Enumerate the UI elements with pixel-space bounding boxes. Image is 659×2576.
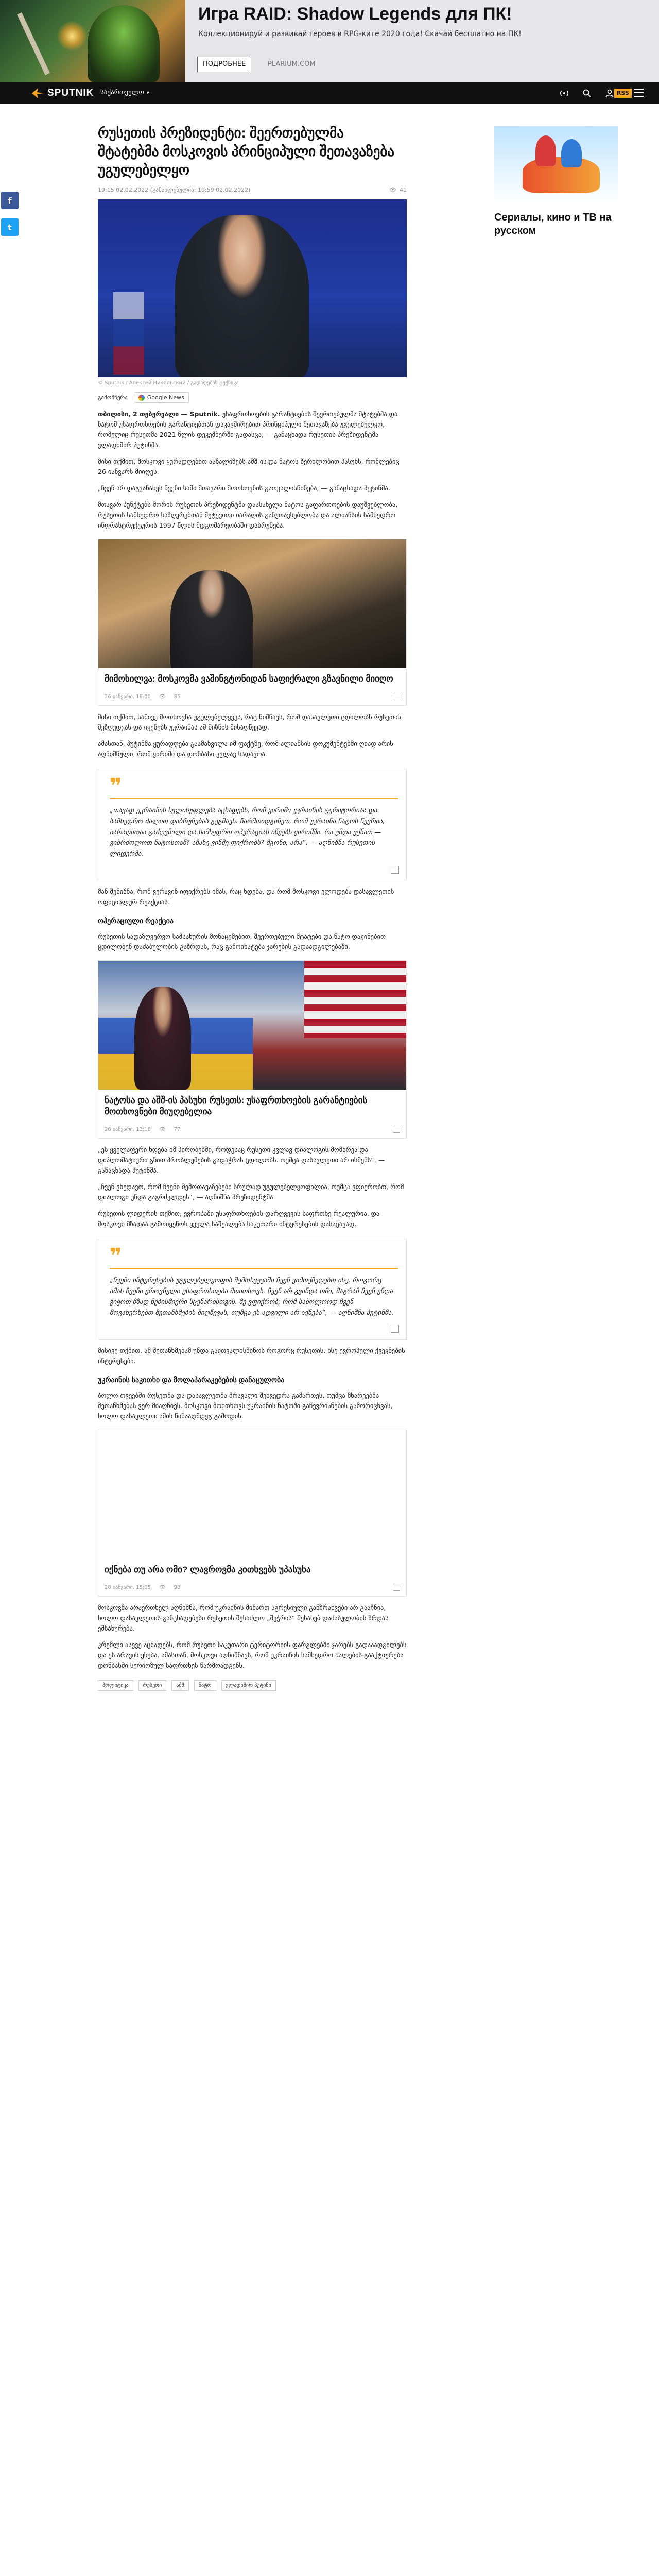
related-card-image[interactable] (98, 1430, 406, 1559)
card-time: 26 იანვარი, 13:16 (105, 1126, 151, 1132)
search-icon[interactable] (581, 88, 593, 99)
side-share-bar (1, 192, 20, 245)
hero-flag (113, 292, 144, 375)
external-link-icon[interactable] (393, 1126, 400, 1133)
ad-banner[interactable] (0, 0, 659, 82)
hero-person (175, 215, 309, 377)
lead-dateline: თბილისი, 2 თებერვალი — Sputnik. (98, 410, 220, 418)
related-card-title[interactable]: მიმოხილვა: მოსკოვმა ვაშინგტონიდან საფიქრალი გზავნილი მიიღო (105, 674, 393, 684)
tag[interactable]: რუსეთი (138, 1680, 167, 1691)
article-title: რუსეთის პრეზიდენტი: შეერთებულმა შტატებმა მოსკოვის პრინციპული შეთავაზება უგულებელყო (98, 125, 395, 178)
quote-block (98, 1239, 407, 1340)
google-news-button[interactable] (134, 392, 189, 403)
card-image-figure (170, 570, 253, 668)
card-image-stars (304, 961, 406, 1038)
google-news-icon (138, 395, 145, 401)
language-selector[interactable] (100, 89, 149, 96)
eye-icon: 👁 (159, 1126, 166, 1132)
section-heading: ოპერაციული რეაქცია (98, 917, 174, 925)
broadcast-icon[interactable] (559, 88, 570, 99)
paragraph: ბოლო თვეებში რუსეთმა და დასავლეთმა მრავალი შეხვედრა გამართეს, თუმცა მხარეებმა შეთანხმებას ვერ მიაღწიეს. მოსკოვი მოითხოვს უკრაინის ნატოში გაწევრიანების გამორიცხვას, ხოლო დასავლეთი ამის წინააღმდეგ გამოდის. (98, 1392, 393, 1420)
logo-text: SPUTNIK (47, 88, 94, 98)
right-ad-figure (561, 139, 582, 167)
paragraph (98, 409, 407, 450)
external-link-icon[interactable] (393, 1584, 400, 1591)
right-ad-image[interactable] (494, 126, 618, 204)
ad-image[interactable] (0, 0, 185, 82)
paragraph: რუსეთის ლიდერის თქმით, ევროპაში უსაფრთხოების დარღვევის საფრთხე რეალურია, და მოსკოვი მზადაა გამოიყენოს ყველა საშუალება საკუთარი ინტერესების დასაცავად. (98, 1210, 380, 1228)
card-time: 26 იანვარი, 16:00 (105, 693, 151, 700)
paragraph: „ჩვენ ვხედავთ, რომ ჩვენი შემოთავაზებები სრულად უგულებელყოფილია, თუმცა ვფიქრობთ, რომ დიალოგი უნდა გაგრძელდეს“, — აღნიშნა პრეზიდენტმა. (98, 1183, 404, 1201)
paragraph: მისივე თქმით, ამ შეთანხმებამ უნდა გაითვალისწინოს როგორც რუსეთის, ისე ევროპული ქვეყნების ინტერესები. (98, 1347, 405, 1365)
quote-text: „თავად უკრაინის ხელისუფლება აცხადებს, რომ ყირიმი უკრაინის ტერიტორიაა და სამხედრო ძალით დაბრუნებას გეგმავს. წარმოიდგინეთ, რომ უკრაინა ნატოს წევრია, იარაღითაა გაძღვნილი და სამხედრო ოპერაციას იწყებს ყირიმში. რა უნდა ვქნათ — ვიბრძოლოთ ნატოსთან? ამაზე ვინმე ფიქრობს? მგონი, არა“, — აღნიშნა რუსეთის ლიდერმა. (110, 807, 385, 858)
views-count: 41 (400, 187, 407, 193)
user-icon[interactable] (604, 88, 615, 99)
related-card-image[interactable] (98, 539, 406, 668)
article-date: 19:15 02.02.2022 (განახლებულია: 19:59 02.02.2022) (98, 187, 251, 193)
related-card-meta (98, 1575, 406, 1596)
subscribe-row (98, 392, 407, 403)
quote-text: „ჩვენი ინტერესების უგულებელყოფის შემთხვევაში ჩვენ ვიმოქმედებთ ისე, როგორც ამას ჩვენი ეროვნული უსაფრთხოება მოითხოვს. ჩვენ არ გვინდა ომი, მაგრამ ჩვენ უნდა ვიყოთ მზად ნებისმიერი სცენარისთვის. მე ვფიქრობ, რომ საბოლოოდ ჩვენ მოვახერხებთ შეთანხმების მიღწევას, თუმცა ეს ადვილი არ იქნება“, — აღნიშნა პუტინმა. (110, 1277, 394, 1317)
eye-icon: 👁 (159, 693, 166, 700)
paragraph: მთავარ პუნქტებს შორის რუსეთის პრეზიდენტმა დაასახელა ნატოს გაფართოების დაუშვებლობა, რუსეთის სამხედრო საზღვრებთან შეტევითი იარაღის განუთავსებლობა და ალიანსის სამხედრო ინფრასტრუქტურის 1997 წლის მდგომარეობაში დაბრუნება. (98, 501, 398, 529)
quote-icon: ❞ (110, 1244, 122, 1268)
ad-domain[interactable]: PLARIUM.COM (268, 60, 316, 68)
card-image-figure (134, 987, 191, 1090)
tag-list (98, 1680, 407, 1691)
quote-block (98, 769, 407, 880)
quote-icon: ❞ (110, 774, 122, 798)
menu-icon[interactable] (634, 89, 644, 98)
related-card[interactable] (98, 539, 407, 706)
image-caption: © Sputnik / Алексей Никольский / გადაღების ტექნიკა (98, 380, 239, 386)
paragraph: რუსეთის სადაზღვერვო სამსახურის მონაცემებით, შეერთებული შტატები და ნატო დაჟინებით ცდილობენ დაძაბულობის გაზრდას, რაც გამოიხატება ჯარების გადაადგილებაში. (98, 933, 386, 951)
lead-text: უსაფრთხოების გარანტიების შეერთებულმა შტატებმა და ნატომ უსაფრთხოების გარანტიებთან დაკავშირებით პრინციპული შეთავაზება უგულებელყო, რომელიც რუსეთმა 2021 წლის დეკემბერში გადასცა, — განაცხადა რუსეთის პრეზიდენტმა ვლადიმირ პუტინმა. (98, 410, 398, 449)
sputnik-logo-icon (31, 87, 44, 99)
paragraph: ამასთან, პუტინმა ყურადღება გაამახვილა იმ ფაქტზე, რომ ალიანსის დოკუმენტებში ღიად არის აღნიშნული, რომ ყირიმი და დონბასი კვლავ სადავოა. (98, 740, 393, 758)
card-views: 77 (174, 1126, 181, 1132)
language-label: საქართველო (100, 89, 144, 96)
article (98, 106, 407, 1691)
card-time: 28 იანვარი, 15:05 (105, 1584, 151, 1590)
ad-title[interactable]: Игра RAID: Shadow Legends для ПК! (198, 4, 512, 24)
related-card[interactable] (98, 960, 407, 1139)
card-views: 85 (174, 693, 181, 700)
quote-divider (110, 1268, 398, 1269)
ad-image-warrior (88, 5, 160, 82)
ad-more-button[interactable]: ПОДРОБНЕЕ (197, 57, 251, 72)
related-card-meta (98, 1117, 406, 1138)
paragraph: „ჩვენ არ დაგვანახეს ჩვენი სამი მთავარი მოთხოვნის გათვალისწინება, — განაცხადა პუტინმა. (98, 484, 390, 492)
quote-divider (110, 798, 398, 799)
eye-icon: 👁 (159, 1584, 166, 1590)
ad-image-sword (17, 12, 50, 75)
paragraph: „ეს ყველაფერი ხდება იმ პირობებში, როდესაც რუსეთი კვლავ დიალოგის მომხრეა და დიპლომატიური გზით პრობლემების გადაჭრას ცდილობს. თუმცა დასავლეთი არ ისმენს“, — განაცხადა პუტინმა. (98, 1146, 385, 1174)
tag[interactable]: აშშ (171, 1680, 188, 1691)
tag[interactable]: ნატო (194, 1680, 216, 1691)
paragraph: მან შენიშნა, რომ ვერავინ იფიქრებს იმას, რაც ხდება, და რომ მოსკოვი ელოდება დასავლეთის ოფიციალურ რეაქციას. (98, 888, 394, 906)
paragraph: მისი თქმით, მოსკოვი ყურადღებით აანალიზებს აშშ-ის და ნატოს წერილობით პასუხს, რომლებიც 26 იანვარს მიიღეს. (98, 457, 400, 476)
twitter-share-icon[interactable]: t (1, 218, 19, 236)
article-meta (98, 187, 407, 193)
related-card-meta (98, 685, 406, 705)
ad-subtitle: Коллекционируй и развивай героев в RPG-ките 2020 года! Скачай бесплатно на ПК! (198, 30, 522, 38)
google-news-label: Google News (147, 394, 184, 401)
right-ad[interactable] (494, 126, 618, 276)
share-icon[interactable] (391, 866, 399, 874)
related-card[interactable] (98, 1430, 407, 1597)
subscribe-label: გამომწერა (98, 394, 128, 401)
card-views: 98 (174, 1584, 181, 1590)
hero-image[interactable] (98, 199, 407, 377)
tag[interactable]: პოლიტიკა (98, 1680, 133, 1691)
ad-image-spark (57, 21, 88, 52)
rss-button[interactable]: RSS (614, 89, 632, 98)
right-ad-title[interactable]: Сериалы, кино и ТВ на русском (494, 212, 612, 236)
paragraph: კრემლი ასევე აცხადებს, რომ რუსეთი საკუთარი ტერიტორიის ფარგლებში ჯარებს გადააადგილებს და ეს არავის ეხება. ამასთან, მოსკოვი აღნიშნავს, რომ უკრაინის სამხედრო ძალების გააქტიურება დონბასში სერიოზულ საფრთხეს წარმოადგენს. (98, 1641, 407, 1669)
header-icons (559, 88, 615, 99)
views-counter (389, 187, 407, 193)
related-card-title[interactable]: ნატოსა და აშშ-ის პასუხი რუსეთს: უსაფრთხოების გარანტიების მოთხოვნები მიუღებელია (105, 1095, 368, 1116)
site-header (0, 82, 659, 104)
eye-icon: 👁 (389, 187, 396, 193)
sputnik-logo[interactable] (31, 87, 94, 99)
chevron-down-icon: ▾ (146, 90, 149, 96)
facebook-share-icon[interactable]: f (1, 192, 19, 209)
share-icon[interactable] (391, 1325, 399, 1333)
related-card-title[interactable]: იქნება თუ არა ომი? ლავროვმა კითხვებს უპასუხა (105, 1565, 311, 1574)
related-card-image[interactable] (98, 961, 406, 1090)
right-ad-figure (535, 135, 556, 166)
external-link-icon[interactable] (393, 693, 400, 700)
tag[interactable]: ვლადიმირ პუტინი (221, 1680, 276, 1691)
paragraph: მოსკოვმა არაერთხელ აღნიშნა, რომ უკრაინის მიმართ აგრესიული განზრახვები არ გააჩნია, ხოლო დასავლეთის განცხადებები რუსეთის შესაძლო „შეჭრის“ შესახებ დაძაბულობის ზრდას ემსახურება. (98, 1604, 389, 1632)
paragraph: მისი თქმით, სამივე მოთხოვნა უგულებელყვეს, რაც ნიშნავს, რომ დასავლეთი ცდილობს რუსეთის შეზღუდვას და იყენებს უკრაინას ამ მიზნის მისაღწევად. (98, 713, 401, 731)
section-heading: უკრაინის საკითხი და მოლაპარაკებების დანაცულობა (98, 1376, 285, 1384)
